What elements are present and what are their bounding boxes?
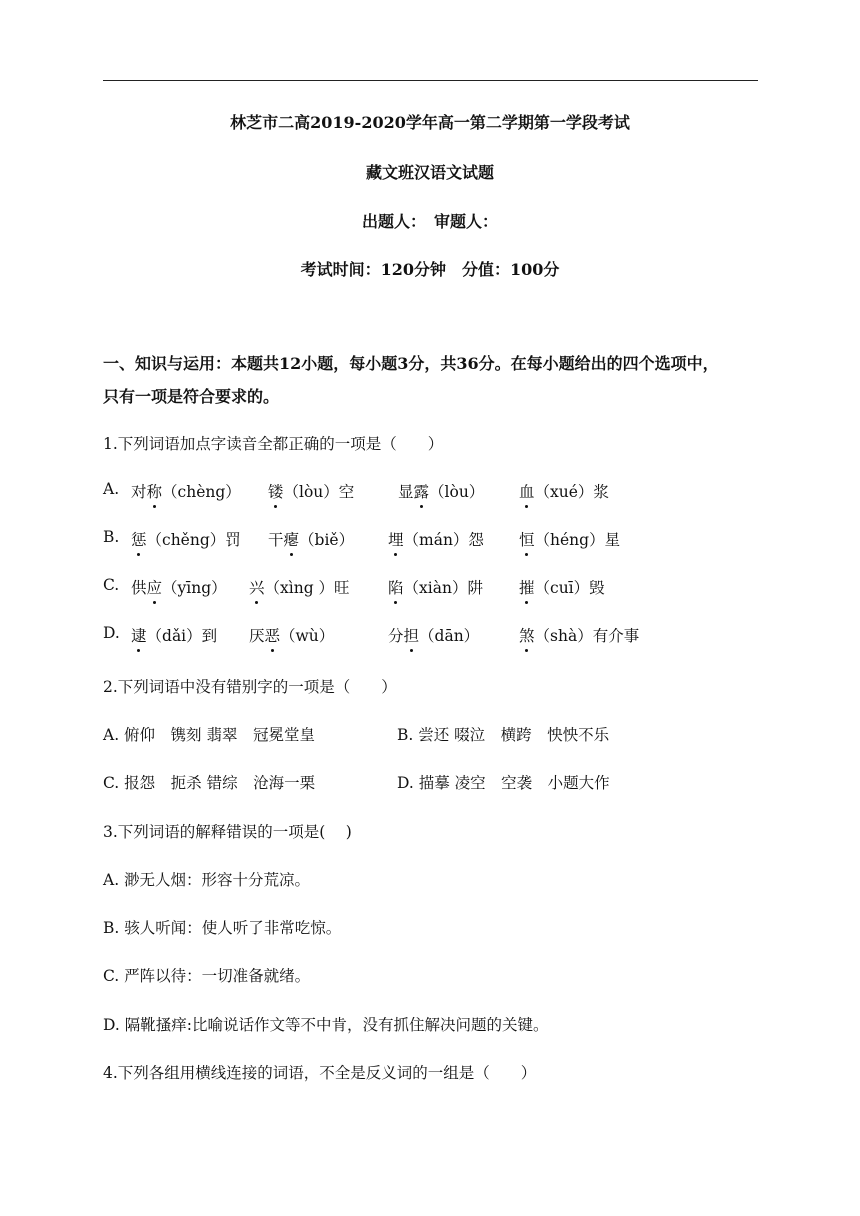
q1-c-item1-post: （yīng） <box>162 579 227 597</box>
q3-option-a: A. 渺无人烟：形容十分荒凉。 <box>103 871 311 889</box>
q2-option-d: D. 描摹 凌空 空袭 小题大作 <box>397 774 610 792</box>
q1-a-item1-post: （chèng） <box>162 483 241 501</box>
q1-b-item2-dotted: 瘪 <box>284 528 300 550</box>
q1-b-item2-post: （biě） <box>299 531 355 549</box>
q1-a-item2-dotted: 镂 <box>268 480 284 502</box>
exam-title: 林芝市二高2019-2020学年高一第二学期第一学段考试 <box>230 113 630 132</box>
q1-a-item1-dotted: 称 <box>147 480 163 502</box>
q1-d-item1 <box>131 624 217 646</box>
q1-a-item4 <box>519 480 609 502</box>
q1-c-item4-post: （cuī）毁 <box>534 579 605 597</box>
q1-b-item1-post: （chěng）罚 <box>146 531 241 549</box>
q1-a-item4-post: （xué）浆 <box>534 483 609 501</box>
q1-b-item3-dotted: 埋 <box>388 528 404 550</box>
q1-a-item2-post: （lòu）空 <box>283 483 355 501</box>
q3-option-d: D. 隔靴搔痒:比喻说话作文等不中肯，没有抓住解决问题的关键。 <box>103 1016 549 1034</box>
q1-d-item4-post: （shà）有介事 <box>534 627 640 645</box>
q2-option-c: C. 报怨 扼杀 错综 沧海一栗 <box>103 774 316 792</box>
q1-b-item4-post: （héng）星 <box>534 531 621 549</box>
q1-b-item3 <box>388 528 484 550</box>
q1-option-a <box>103 480 663 502</box>
q1-c-item1-dotted: 应 <box>147 576 163 598</box>
q1-d-item3 <box>388 624 479 646</box>
q1-option-c <box>103 576 663 598</box>
q2-stem: 2.下列词语中没有错别字的一项是（ ） <box>103 678 397 696</box>
q1-b-label: B. <box>103 528 120 546</box>
exam-authors: 出题人： 审题人： <box>361 212 498 231</box>
q1-a-item1 <box>131 480 241 502</box>
q1-d-item2-post: （wù） <box>280 627 335 645</box>
q1-b-item3-post: （mán）怨 <box>403 531 484 549</box>
q1-c-label: C. <box>103 576 120 594</box>
q1-b-item1 <box>131 528 241 550</box>
q1-a-item3-dotted: 露 <box>414 480 430 502</box>
q1-b-item2 <box>268 528 354 550</box>
q2-option-a: A. 俯仰 镌刻 翡翠 冠冕堂皇 <box>103 726 315 744</box>
q1-c-item3-dotted: 陷 <box>388 576 404 598</box>
q1-b-item4 <box>519 528 620 550</box>
q1-c-item4 <box>519 576 605 598</box>
q1-c-item2 <box>249 576 350 598</box>
q1-d-item2-dotted: 恶 <box>265 624 281 646</box>
q1-c-item1 <box>131 576 227 598</box>
q1-d-label: D. <box>103 624 120 642</box>
q1-a-item3-post: （lòu） <box>429 483 485 501</box>
q1-option-b <box>103 528 663 550</box>
q1-d-item3-dotted: 担 <box>404 624 420 646</box>
q1-d-item4 <box>519 624 639 646</box>
q1-d-item4-dotted: 煞 <box>519 624 535 646</box>
exam-subtitle: 藏文班汉语文试题 <box>365 163 494 182</box>
q1-c-item1-pre: 供 <box>131 579 147 597</box>
q1-stem: 1.下列词语加点字读音全都正确的一项是（ ） <box>103 435 444 453</box>
q1-b-item2-pre: 干 <box>268 531 284 549</box>
q1-b-item4-dotted: 恒 <box>519 528 535 550</box>
q1-c-item4-dotted: 摧 <box>519 576 535 598</box>
q1-d-item2-pre: 厌 <box>249 627 265 645</box>
q3-stem: 3.下列词语的解释错误的一项是( ) <box>103 823 352 841</box>
q1-d-item3-pre: 分 <box>388 627 404 645</box>
q1-c-item3 <box>388 576 483 598</box>
q1-a-item3-pre: 显 <box>398 483 414 501</box>
q1-b-item1-dotted: 惩 <box>131 528 147 550</box>
q1-a-item3 <box>398 480 484 502</box>
q1-d-item1-dotted: 逮 <box>131 624 147 646</box>
q3-option-c: C. 严阵以待：一切准备就绪。 <box>103 967 311 985</box>
q1-d-item3-post: （dān） <box>419 627 480 645</box>
q1-a-item2 <box>268 480 354 502</box>
section1-heading-line1: 一、知识与运用：本题共12小题，每小题3分，共36分。在每小题给出的四个选项中， <box>103 354 719 373</box>
q1-a-label: A. <box>103 480 120 498</box>
q1-a-item1-pre: 对 <box>131 483 147 501</box>
q1-c-item3-post: （xiàn）阱 <box>403 579 483 597</box>
exam-info: 考试时间：120分钟 分值：100分 <box>300 260 560 279</box>
q1-a-item4-dotted: 血 <box>519 480 535 502</box>
q1-c-item2-post: （xìng ）旺 <box>264 579 350 597</box>
q1-d-item2 <box>249 624 334 646</box>
q1-c-item2-dotted: 兴 <box>249 576 265 598</box>
q2-option-b: B. 尝还 啜泣 横跨 怏怏不乐 <box>397 726 610 744</box>
q4-stem: 4.下列各组用横线连接的词语，不全是反义词的一组是（ ） <box>103 1064 537 1082</box>
header-rule <box>103 80 758 81</box>
q1-d-item1-post: （dǎi）到 <box>146 627 218 645</box>
section1-heading-line2: 只有一项是符合要求的。 <box>103 387 280 406</box>
q3-option-b: B. 骇人听闻：使人听了非常吃惊。 <box>103 919 342 937</box>
q1-option-d <box>103 624 663 646</box>
